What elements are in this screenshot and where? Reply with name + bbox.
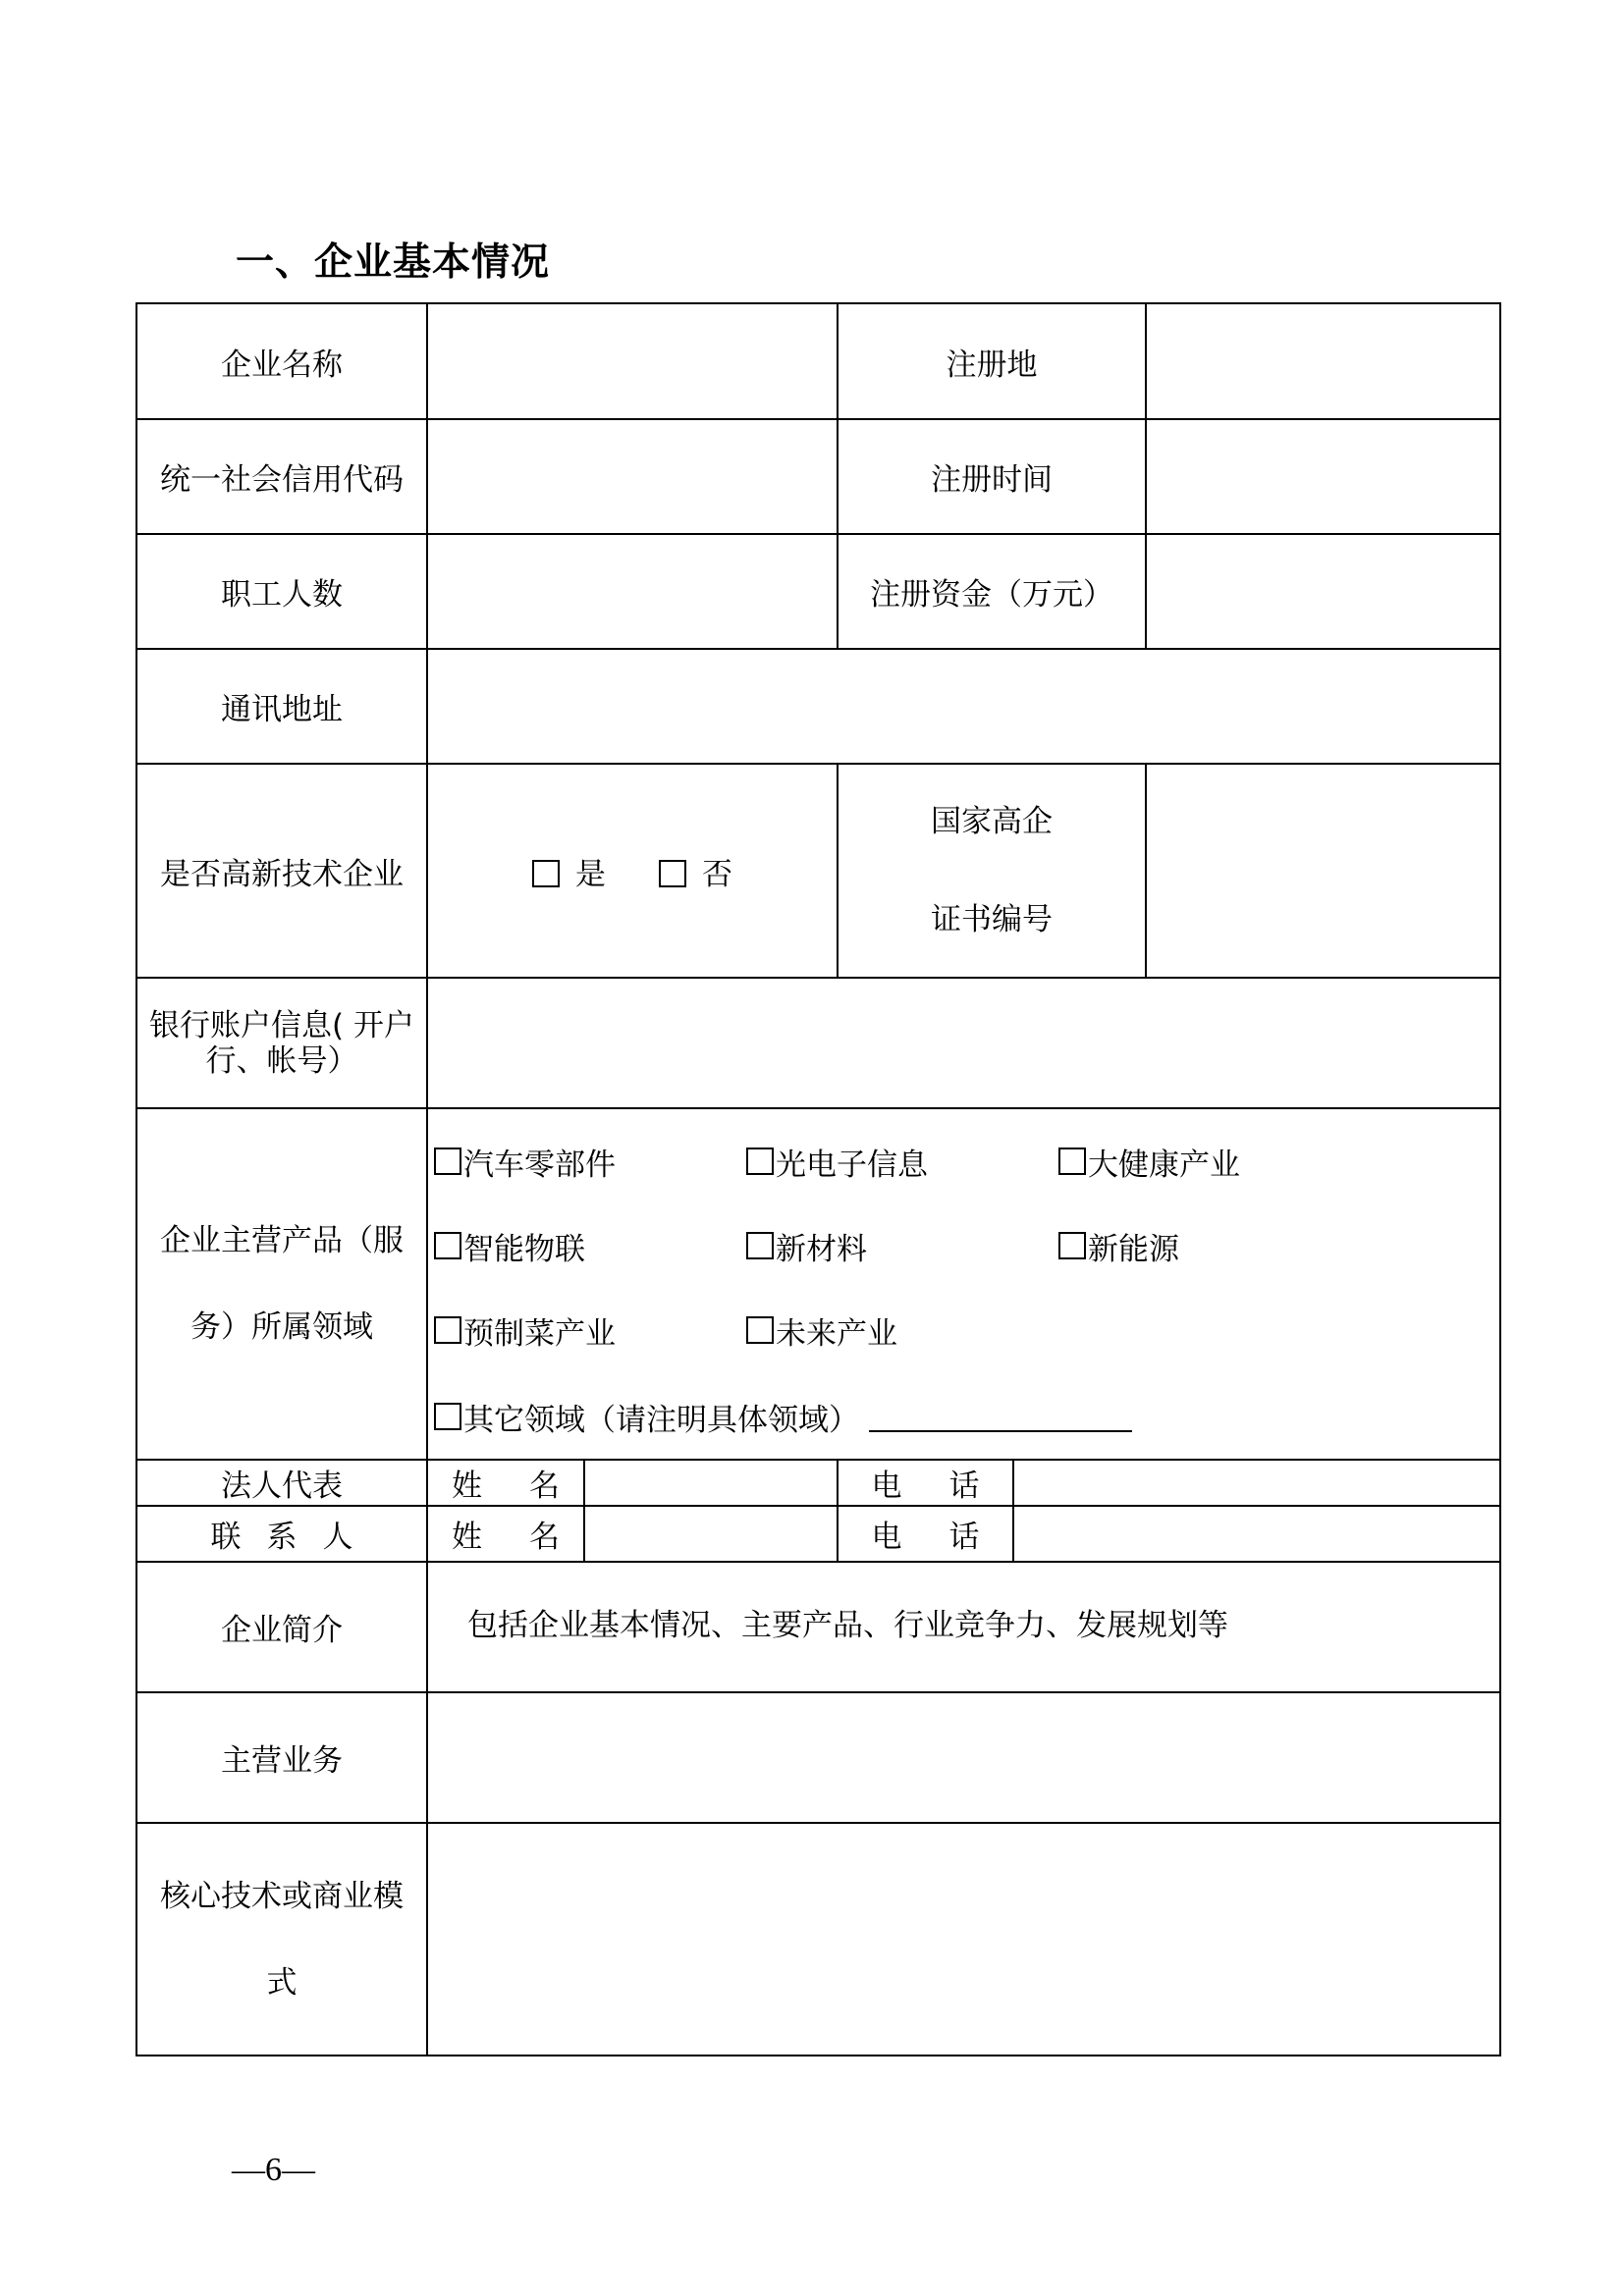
row-contact (136, 1506, 1500, 1562)
domain-option[interactable] (740, 1119, 1053, 1203)
domain-option[interactable] (428, 1203, 740, 1288)
company-name-label: 企业名称 (136, 303, 427, 419)
registration-time-field[interactable] (1146, 419, 1500, 534)
registered-place-label: 注册地 (838, 303, 1146, 419)
domain-option[interactable] (428, 1119, 740, 1203)
main-business-field[interactable] (427, 1692, 1500, 1823)
section-heading: 一、企业基本情况 (236, 240, 551, 285)
bank-label-line2: 行、帐号） (205, 1042, 358, 1079)
legal-rep-phone-label (838, 1460, 1013, 1506)
domain-option-text: 大健康产业 (1088, 1147, 1240, 1183)
row-core-tech (136, 1823, 1500, 2056)
bank-label-line1: 银行账户信息( 开户 (149, 1007, 414, 1043)
domain-option-text: 汽车零部件 (463, 1147, 616, 1183)
intro-label: 企业简介 (136, 1562, 427, 1692)
legal-rep-name-field[interactable] (584, 1460, 838, 1506)
row-credit-code (136, 419, 1500, 534)
checkbox-icon[interactable] (659, 860, 686, 887)
contact-name-label (427, 1506, 584, 1562)
domain-option[interactable] (740, 1288, 1053, 1372)
high-tech-yes-text: 是 (575, 856, 606, 892)
certificate-label-line1: 国家高企 (931, 804, 1053, 839)
registered-place-field[interactable] (1146, 303, 1500, 419)
contact-phone-field[interactable] (1013, 1506, 1500, 1562)
core-tech-label-line2: 式 (266, 1964, 298, 2001)
page-number: —6— (232, 2152, 315, 2188)
main-business-label: 主营业务 (136, 1692, 427, 1823)
domain-option[interactable] (740, 1203, 1053, 1288)
checkbox-icon[interactable] (434, 1148, 461, 1175)
employees-field[interactable] (427, 534, 838, 649)
core-tech-label-line1: 核心技术或商业模 (160, 1878, 404, 1914)
certificate-label-line2: 证书编号 (931, 902, 1053, 937)
intro-hint: 包括企业基本情况、主要产品、行业竞争力、发展规划等 (467, 1608, 1228, 1643)
contact-label (136, 1506, 427, 1562)
checkbox-icon[interactable] (746, 1316, 774, 1344)
checkbox-icon[interactable] (1058, 1148, 1086, 1175)
label-char: 姓 (452, 1520, 482, 1555)
domain-other-text: 其它领域（请注明具体领域） (463, 1402, 859, 1438)
domain-option-text: 新材料 (776, 1231, 867, 1267)
checkbox-icon[interactable] (1058, 1232, 1086, 1259)
row-bank (136, 978, 1500, 1108)
label-char: 人 (322, 1520, 353, 1555)
legal-rep-name-label (427, 1460, 584, 1506)
other-domain-blank[interactable] (869, 1401, 1132, 1432)
company-name-field[interactable] (427, 303, 838, 419)
domain-option[interactable] (1053, 1119, 1365, 1203)
checkbox-icon[interactable] (532, 860, 560, 887)
domain-label-line2: 务）所属领域 (190, 1309, 373, 1345)
label-char: 姓 (452, 1468, 482, 1504)
registered-capital-field[interactable] (1146, 534, 1500, 649)
certificate-number-field[interactable] (1146, 764, 1500, 978)
high-tech-label: 是否高新技术企业 (136, 764, 427, 978)
label-char: 名 (529, 1520, 560, 1555)
checkbox-icon[interactable] (746, 1148, 774, 1175)
row-employees (136, 534, 1500, 649)
domain-label (136, 1108, 427, 1460)
label-char: 名 (529, 1468, 560, 1504)
label-char: 联 (210, 1520, 242, 1555)
domain-option-text: 新能源 (1088, 1231, 1179, 1267)
registered-capital-label: 注册资金（万元） (838, 534, 1146, 649)
high-tech-choice (427, 764, 838, 978)
core-tech-label (136, 1823, 427, 2056)
row-intro (136, 1562, 1500, 1692)
contact-phone-label (838, 1506, 1013, 1562)
label-char: 电 (871, 1520, 902, 1555)
address-label: 通讯地址 (136, 649, 427, 764)
legal-rep-phone-field[interactable] (1013, 1460, 1500, 1506)
checkbox-icon[interactable] (434, 1403, 461, 1430)
checkbox-icon[interactable] (434, 1316, 461, 1344)
legal-rep-label: 法人代表 (136, 1460, 427, 1506)
label-char: 电 (871, 1468, 902, 1504)
checkbox-icon[interactable] (746, 1232, 774, 1259)
address-field[interactable] (427, 649, 1500, 764)
row-high-tech (136, 764, 1500, 978)
registration-time-label: 注册时间 (838, 419, 1146, 534)
row-address (136, 649, 1500, 764)
certificate-number-label (838, 764, 1146, 978)
domain-option-text: 智能物联 (463, 1231, 585, 1267)
credit-code-label: 统一社会信用代码 (136, 419, 427, 534)
core-tech-field[interactable] (427, 1823, 1500, 2056)
domain-option[interactable] (1053, 1203, 1365, 1288)
high-tech-no-option[interactable] (659, 849, 732, 893)
row-main-business (136, 1692, 1500, 1823)
domain-option-text: 预制菜产业 (463, 1315, 616, 1352)
label-char: 话 (948, 1468, 980, 1504)
checkbox-icon[interactable] (434, 1232, 461, 1259)
domain-other-option[interactable] (428, 1374, 1499, 1459)
domain-label-line1: 企业主营产品（服 (160, 1223, 404, 1258)
label-char: 系 (266, 1520, 298, 1555)
domain-option[interactable] (428, 1288, 740, 1372)
high-tech-no-text: 否 (702, 856, 732, 892)
domain-options (427, 1108, 1500, 1460)
credit-code-field[interactable] (427, 419, 838, 534)
row-domain (136, 1108, 1500, 1460)
row-legal-rep (136, 1460, 1500, 1506)
contact-name-field[interactable] (584, 1506, 838, 1562)
domain-option-text: 光电子信息 (776, 1147, 928, 1183)
bank-info-label (136, 978, 427, 1108)
label-char: 话 (948, 1520, 980, 1555)
intro-field[interactable] (427, 1562, 1500, 1692)
employees-label: 职工人数 (136, 534, 427, 649)
bank-info-field[interactable] (427, 978, 1500, 1108)
row-company-name (136, 303, 1500, 419)
enterprise-info-table (135, 302, 1501, 2056)
high-tech-yes-option[interactable] (532, 849, 606, 893)
domain-option-text: 未来产业 (776, 1315, 897, 1352)
